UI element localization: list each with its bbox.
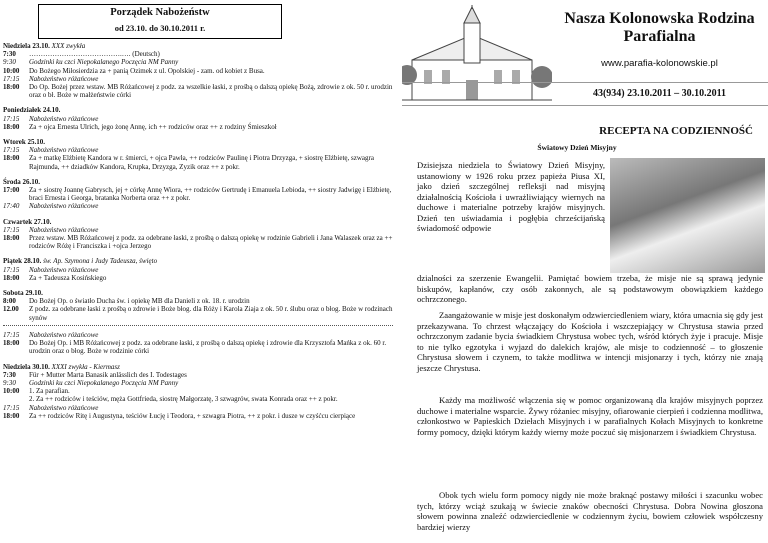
mass-intention: Za + matkę Elżbietę Kandora w r. śmierci, + ojca Pawła, ++ rodziców Paulinę i Piotra Drzyzga, + siostrę Elżbietę, szwagra Rajmunda, ++ dziadków Kandora, Krupka, Drzyzga, Zyzik oraz ++ z pokr.: [29, 154, 374, 171]
mass-intention: Za ++ rodziców Ritę i Augustyna, teściów Łucję i Teodora, + szwagra Piotra, ++ z pokr. i dusze w czyśćcu cierpiące: [29, 411, 356, 420]
day-heading: [3, 42, 393, 50]
schedule-header: [38, 4, 282, 39]
mass-time: 17:15: [3, 265, 20, 274]
mass-entry: [3, 274, 393, 282]
mass-time: 17:15: [3, 74, 20, 83]
mass-intention: Godzinki ku czci Niepokalanego Poczęcia NM Panny: [29, 378, 179, 387]
schedule-day: [3, 138, 393, 171]
article-paragraph: dzialności za szerzenie Ewangelii. Pamiętać bowiem trzeba, że misje nie są sprawą jedynie biskupów, kapłanów, czy osób zakonnych, ale są podstawowym obowiązkiem każdego ochrzczonego.: [417, 273, 763, 304]
day-note: św. Ap. Szymona i Judy Tadeusza, święto: [43, 257, 158, 266]
mass-entry: [3, 379, 393, 387]
mass-time: 17:15: [3, 146, 20, 155]
mass-entry: [3, 297, 393, 305]
mass-time: 9:30: [3, 378, 16, 387]
mass-entry: [3, 387, 393, 395]
mass-intention: Für + Mutter Marta Banasik anlässlich des I. Todestages: [29, 370, 187, 379]
mass-time: 9:30: [3, 58, 16, 67]
mass-intention: Nabożeństwo różańcowe: [29, 403, 99, 412]
mass-time: 18:00: [3, 339, 20, 348]
schedule-days: [3, 42, 393, 427]
mass-intention: Nabożeństwo różańcowe: [29, 330, 99, 339]
pope-photo: [610, 158, 765, 273]
bulletin-title: Nasza Kolonowska Rodzina Parafialna: [564, 10, 755, 45]
mass-entry: [3, 58, 393, 66]
mass-time: 17:40: [3, 202, 20, 211]
day-heading: [3, 106, 393, 114]
schedule-title: Porządek Nabożeństw: [110, 7, 210, 18]
mass-time: 18:00: [3, 273, 20, 282]
mass-intention: 1. Za parafian.: [29, 387, 70, 396]
dotted-separator: [3, 325, 393, 326]
day-note: XXXI zwykła - Kiermasz: [51, 362, 120, 371]
day-date: Niedziela 30.10.: [3, 362, 50, 371]
mass-time: 8:00: [3, 297, 16, 306]
mass-time: 7:30: [3, 370, 16, 379]
schedule-day: [3, 218, 393, 251]
mass-entry: [3, 75, 393, 83]
day-heading: [3, 138, 393, 146]
mass-intention: Nabożeństwo różańcowe: [29, 146, 99, 155]
mass-intention: Nabożeństwo różańcowe: [29, 114, 99, 123]
day-date: Poniedziałek 24.10.: [3, 106, 61, 115]
mass-entry: [3, 404, 393, 412]
day-heading: [3, 218, 393, 226]
mass-intention: ………………………………….…. (Deutsch): [29, 50, 160, 59]
day-heading: [3, 178, 393, 186]
mass-intention: Za + siostrę Joannę Gabrysch, jej + córkę Annę Wiora, ++ rodziców Gertrudę i Emanuela Lebioda, ++ siostry Jadwigę i Elżbietę, braci Ernesta i Georga, bratanka Norberta oraz ++ z pokr.: [29, 186, 392, 203]
mass-time: 17:00: [3, 186, 20, 195]
mass-time: 17:15: [3, 114, 20, 123]
mass-time: 18:00: [3, 83, 20, 92]
mass-time: 10:00: [3, 387, 20, 396]
divider: [402, 82, 768, 83]
mass-intention: Nabożeństwo różańcowe: [29, 202, 99, 211]
mass-entry: [3, 115, 393, 123]
day-heading: [3, 363, 393, 371]
mass-entry: [3, 186, 393, 202]
mass-time: 10:00: [3, 66, 20, 75]
mass-intention: Do Op. Bożej przez wstaw. MB Różańcowej z podz. za wszelkie łaski, z prośbą o dalszą opiekę Bożą, zdrowie z ok. 50 r. urodzin oraz o bł. Boże w małżeństwie córki: [29, 83, 393, 100]
mass-entry: [3, 83, 393, 99]
day-date: Piątek 28.10.: [3, 257, 42, 266]
mass-time: 18:00: [3, 122, 20, 131]
day-date: Niedziela 23.10.: [3, 42, 50, 50]
mass-intention: Godzinki ku czci Niepokalanego Poczęcia NM Panny: [29, 58, 179, 67]
article-subtitle: Światowy Dzień Misyjny: [537, 143, 617, 152]
mass-intention: Do Bożej Op. i MB Różańcowej z podz. za odebrane łaski, z prośbą o dalszą opiekę i zdrowie dla Krzysztofa Mańka z ok. 60 r. urodzin oraz o błog. Boże w rodzinie córki: [29, 339, 387, 356]
mass-entry: [3, 202, 393, 210]
mass-entry: [3, 67, 393, 75]
article-paragraph: Każdy ma możliwość włączenia się w pomoc organizowaną dla krajów misyjnych poprzez duchowe i materialne wsparcie. Żywy różaniec misyjny, ofiarowanie cierpień i codzienna modlitwa, członkostwo w Papieskich Dziełach Misyjnych i w parafialnych Kołach Misyjnych to konkretne formy pomocy, dzięki którym każdy wierny może poczuć się misjonarzem i świadkiem Chrystusa.: [417, 395, 763, 437]
mass-entry: [3, 339, 393, 355]
mass-time: 18:00: [3, 411, 20, 420]
mass-entry: [3, 123, 393, 131]
mass-intention: Do Bożego Miłosierdzia za + panią Ozimek z ul. Opolskiej - zam. od kobiet z Busa.: [29, 66, 265, 75]
mass-time: 18:00: [3, 154, 20, 163]
section-heading: RECEPTA NA CODZIENNOŚĆ: [599, 125, 753, 137]
mass-intention: Z podz. za odebrane łaski z prośbą o zdrowie i Boże błog. dla Róży i Karola Ziaja z ok. 50 r. ślubu oraz o błog. Boże w rodzinach synów: [29, 305, 393, 322]
mass-intention: Za + Tadeusza Kosińskiego: [29, 273, 107, 282]
mass-entry: [3, 395, 393, 403]
mass-time: 18:00: [3, 234, 20, 243]
schedule-day: [3, 178, 393, 211]
mass-time: 17:15: [3, 330, 20, 339]
mass-intention: Przez wstaw. MB Różańcowej z podz. za odebrane łaski, z prośbą o dalszą opiekę w rodzinie Gabrieli i Jana Walaszek oraz za ++ rodziców Różę i Franciszka i +ojca Jerzego: [29, 234, 393, 251]
issue-number: 43(934) 23.10.2011 – 30.10.2011: [592, 88, 727, 99]
day-date: Środa 26.10.: [3, 177, 41, 186]
mass-intention: Za + ojca Ernesta Ulrich, jego żonę Annę, ich ++ rodziców oraz ++ z rodziny Śmieszkoł: [29, 122, 277, 131]
mass-entry: [3, 50, 393, 58]
mass-intention: 2. Za ++ rodziców i teściów, męża Gottfrieda, siostrę Małgorzatę, 3 szwagrów, swata Konrada oraz ++ z pokr.: [29, 395, 338, 404]
schedule-day: [3, 257, 393, 282]
mass-time: 17:15: [3, 225, 20, 234]
mass-entry: [3, 412, 393, 420]
day-note: XXX zwykła: [51, 42, 86, 50]
schedule-day: [3, 363, 393, 420]
schedule-day: [3, 106, 393, 131]
day-date: Wtorek 25.10.: [3, 138, 46, 147]
mass-entry: [3, 226, 393, 234]
mass-entry: [3, 305, 393, 321]
day-heading: [3, 257, 393, 265]
mass-entry: [3, 154, 393, 170]
parish-url[interactable]: www.parafia-kolonowskie.pl: [601, 58, 718, 69]
article-paragraph: Zaangażowanie w misje jest doskonałym odzwierciedleniem wiary, która umacnia się gdy jest przekazywana. To chrzest włączający do Kościoła i wszczepiający w Chrystusa stawia przed ochrzczonym zadanie bycia świadkiem Chrystusa wobec tych, wśród których żyje i pracuje. Misje to nie tylko egzotyka i wyjazd do dalekich krajów, ale misje to codzienność – to głoszenie Chrystusa słowem i czynem, to także modlitwa w intencji misjonarzy i tych, którzy nie znają jeszcze Chrystusa.: [417, 310, 763, 373]
mass-intention: Nabożeństwo różańcowe: [29, 74, 99, 83]
mass-entry: [3, 266, 393, 274]
mass-time: 12.00: [3, 305, 19, 314]
article-paragraph: Obok tych wielu form pomocy nigdy nie może braknąć postawy miłości i szacunku wobec tych, którzy wciąż szukają w świecie znaków obecności Chrystusa. Dobra Nowina głoszona słowem powinna znaleźć odzwierciedlenie w codziennym życiu, bowiem człowiek współczesny bardziej wierzy: [417, 490, 763, 532]
divider: [402, 105, 768, 106]
mass-time: 7:30: [3, 50, 16, 59]
mass-intention: Nabożeństwo różańcowe: [29, 265, 99, 274]
day-date: Czwartek 27.10.: [3, 217, 52, 226]
article-paragraph: Dzisiejsza niedziela to Światowy Dzień Misyjny, ustanowiony w 1926 roku przez papieża Piusa XI, jako dzień szczególnej refleksji nad misyjną działalnością Kościoła i uwrażliwiający wiernych na duchowe i materialne potrzeby krajów misyjnych. Dzień ten uświadamia i pogłębia chrześcijańską świadomość odpowie: [417, 160, 605, 233]
bulletin-column: [402, 0, 768, 543]
mass-time: [3, 395, 29, 403]
mass-intention: Do Bożej Op. o światło Ducha św. i opiekę MB dla Danieli z ok. 18. r. urodzin: [29, 297, 250, 306]
mass-time: 17:15: [3, 403, 20, 412]
schedule-dates: od 23.10. do 30.10.2011 r.: [114, 23, 206, 33]
mass-entry: [3, 146, 393, 154]
day-date: Sobota 29.10.: [3, 289, 43, 298]
day-heading: [3, 289, 393, 297]
mass-entry: [3, 331, 393, 339]
schedule-day: [3, 42, 393, 99]
mass-entry: [3, 234, 393, 250]
mass-intention: Nabożeństwo różańcowe: [29, 225, 99, 234]
church-illustration: [402, 5, 552, 110]
mass-entry: [3, 371, 393, 379]
schedule-day: [3, 289, 393, 355]
